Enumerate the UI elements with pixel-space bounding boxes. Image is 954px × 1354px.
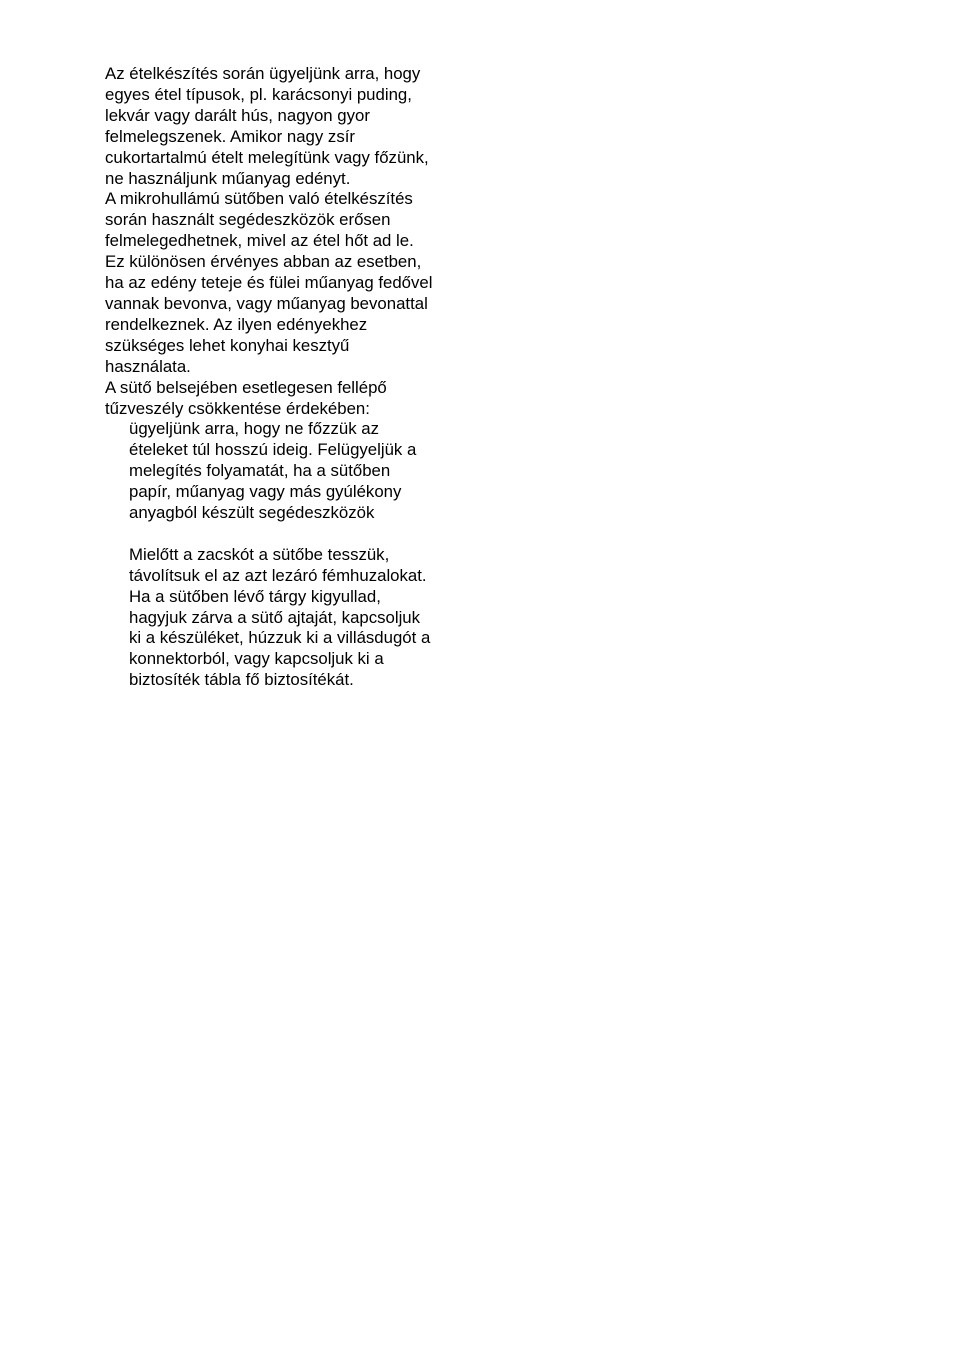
text-line: melegítés folyamatát, ha a sütőben [129, 461, 391, 481]
paragraph-spacer [105, 524, 505, 545]
text-line: A mikrohullámú sütőben való ételkészítés [105, 189, 413, 209]
paragraph-bag-fire [105, 545, 505, 691]
text-block [105, 64, 505, 691]
text-line: papír, műanyag vagy más gyúlékony [129, 482, 402, 502]
paragraph-cooking-time [105, 419, 505, 524]
text-line: felmelegszenek. Amikor nagy zsír [105, 126, 355, 146]
text-line: egyes étel típusok, pl. karácsonyi puding, [105, 84, 412, 104]
paragraph-utensils-heat [105, 189, 505, 377]
text-line: felmelegedhetnek, mivel az étel hőt ad le. [105, 231, 414, 251]
text-line: lekvár vagy darált hús, nagyon gyor [105, 105, 370, 125]
text-line: használata. [105, 356, 191, 376]
text-line: vannak bevonva, vagy műanyag bevonattal [105, 293, 428, 313]
text-line: ki a készüléket, húzzuk ki a villásdugót a [129, 628, 431, 648]
paragraph-fire-hazard-intro [105, 378, 505, 420]
text-line: A sütő belsejében esetlegesen fellépő [105, 377, 387, 397]
text-line: konnektorból, vagy kapcsoljuk ki a [129, 649, 384, 669]
text-line: ne használjunk műanyag edényt. [105, 168, 351, 188]
text-line: tűzveszély csökkentése érdekében: [105, 398, 370, 418]
text-line: biztosíték tábla fő biztosítékát. [129, 670, 354, 690]
text-line: során használt segédeszközök erősen [105, 210, 391, 230]
text-line: ételeket túl hosszú ideig. Felügyeljük a [129, 440, 417, 460]
text-line: anyagból készült segédeszközök [129, 503, 375, 523]
text-line: ha az edény teteje és fülei műanyag fedővel [105, 273, 433, 293]
text-line: Az ételkészítés során ügyeljünk arra, hogy [105, 64, 421, 83]
text-line: cukortartalmú ételt melegítünk vagy főzünk, [105, 147, 429, 167]
text-line: Mielőtt a zacskót a sütőbe tesszük, [129, 544, 390, 564]
text-line: szükséges lehet konyhai kesztyű [105, 335, 350, 355]
text-line: rendelkeznek. Az ilyen edényekhez [105, 314, 368, 334]
text-line: hagyjuk zárva a sütő ajtaját, kapcsoljuk [129, 607, 421, 627]
text-line: Ha a sütőben lévő tárgy kigyullad, [129, 586, 381, 606]
text-line: távolítsuk el az azt lezáró fémhuzalokat. [129, 565, 427, 585]
text-line: ügyeljünk arra, hogy ne főzzük az [129, 419, 379, 439]
paragraph-food-preparation [105, 64, 505, 189]
text-line: Ez különösen érvényes abban az esetben, [105, 252, 422, 272]
